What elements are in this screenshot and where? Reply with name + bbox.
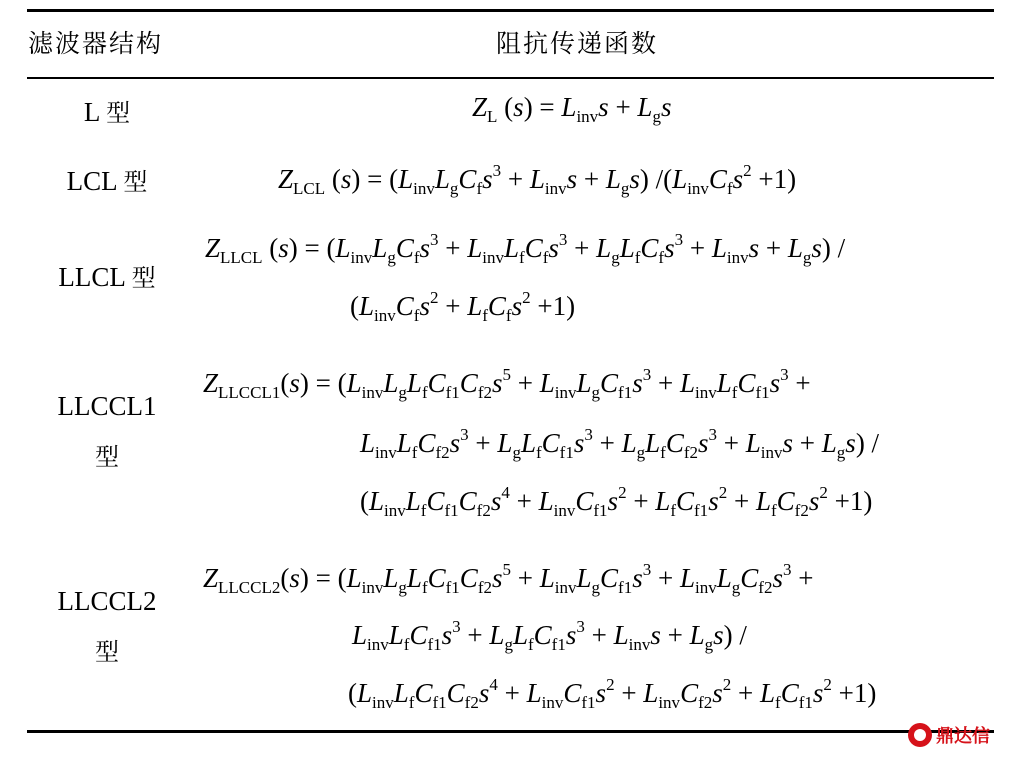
row-label-llccl1: LLCCL1 型 <box>57 391 157 471</box>
header-filter-structure: 滤波器结构 <box>28 29 164 58</box>
logo-text: 鼎达信 <box>936 726 990 747</box>
row-label-lcl: LCL 型 <box>66 166 148 196</box>
table-bottom-rule <box>27 730 994 733</box>
equation-lcl: $Z_{LCL}$ $(s) = (L_{inv}L_gC_fs^3 + L_{inv}s + L_gs)$ $/(L_{inv}C_fs^2 +1)$ <box>278 161 797 198</box>
row-label-llcl: LLCL 型 <box>58 262 156 292</box>
row-label-llccl2: LLCCL2 型 <box>57 586 157 666</box>
equation-llccl2-line2: $L_{inv}L_fC_{f1}s^3 + L_gL_fC_{f1}s^3 + L_{inv}s + L_gs$) / <box>352 617 747 654</box>
equation-llccl2-line1: $Z_{LLCCL2}(s) = (L_{inv}L_gL_fC_{f1}C_{f2}s^5 + L_{inv}L_gC_{f1}s^3 + L_{inv}L_gC_{f2}s^3$ + <box>203 560 814 597</box>
table-header-rule <box>27 77 994 79</box>
equation-llccl1-line3: $(L_{inv}L_fC_{f1}C_{f2}s^4 + L_{inv}C_{f1}s^2 + L_fC_{f1}s^2 + L_fC_{f2}s^2 +1)$ <box>360 483 873 520</box>
equation-llccl2-line3: $(L_{inv}L_fC_{f1}C_{f2}s^4 + L_{inv}C_{f1}s^2 + L_{inv}C_{f2}s^2 + L_fC_{f1}s^2 +1)$ <box>348 675 877 712</box>
equation-llccl1-line2: $L_{inv}L_fC_{f2}s^3 + L_gL_fC_{f1}s^3 + L_gL_fC_{f2}s^3 + L_{inv}s + L_gs$) / <box>360 425 880 462</box>
brand-logo <box>908 722 990 748</box>
table-top-rule <box>27 9 994 12</box>
equation-llcl-line1: $Z_{LLCL}$ $(s) = (L_{inv}L_gC_fs^3 + L_{inv}L_fC_fs^3 + L_gL_fC_fs^3 + L_{inv}s + L_gs)$ / <box>205 230 846 267</box>
equation-llccl1-line1: $Z_{LLCCL1}(s) = (L_{inv}L_gL_fC_{f1}C_{f2}s^5 + L_{inv}L_gC_{f1}s^3 + L_{inv}L_fC_{f1}s^3$ + <box>203 365 811 402</box>
equation-llcl-line2: $(L_{inv}C_fs^2 + L_fC_fs^2 +1)$ <box>350 288 576 325</box>
equation-l: $Z_L$ $(s) = L_{inv}s + L_gs$ <box>472 92 672 126</box>
logo-mark-icon <box>908 723 932 747</box>
row-label-l: L 型 <box>83 97 131 127</box>
header-impedance-transfer-function: 阻抗传递函数 <box>496 29 659 58</box>
